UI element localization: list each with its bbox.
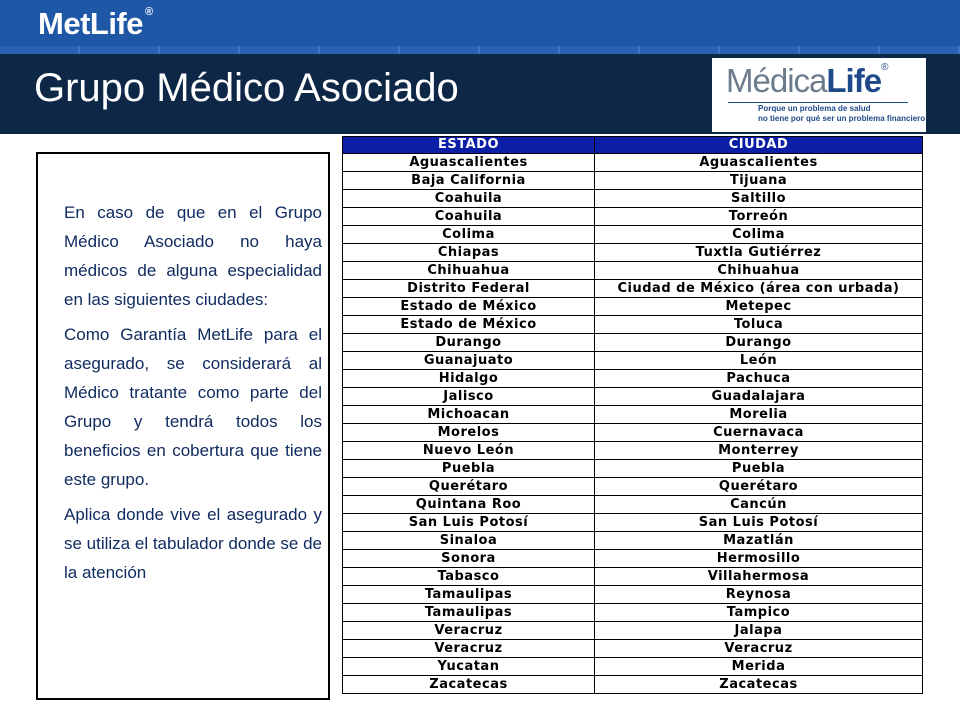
cell-ciudad: Torreón [595,208,923,226]
cities-table [342,136,923,694]
paragraph-guarantee: Como Garantía MetLife para el asegurado, se considerará al Médico tratante como parte del Grupo y tendrá todos los beneficios en cobertura que tiene este grupo. [64,325,322,489]
cell-estado: Puebla [343,460,595,478]
table-row [343,658,923,676]
cell-ciudad: Tijuana [595,172,923,190]
cell-estado: Nuevo León [343,442,595,460]
cell-ciudad: Reynosa [595,586,923,604]
cell-estado: Quintana Roo [343,496,595,514]
table-row [343,622,923,640]
cell-ciudad: Veracruz [595,640,923,658]
table-row [343,316,923,334]
cell-estado: Tabasco [343,568,595,586]
cell-estado: Distrito Federal [343,280,595,298]
cell-estado: Durango [343,334,595,352]
table-row [343,640,923,658]
header-estado: ESTADO [343,137,595,154]
table-row [343,298,923,316]
header-stripes [0,46,960,54]
table-row [343,568,923,586]
header-ciudad: CIUDAD [595,137,923,154]
cell-ciudad: Cuernavaca [595,424,923,442]
paragraph-intro: En caso de que en el Grupo Médico Asociado no haya médicos de alguna especialidad en las siguientes ciudades: [64,203,322,309]
table-row [343,388,923,406]
cell-ciudad: San Luis Potosí [595,514,923,532]
cell-estado: Coahuila [343,208,595,226]
table-row [343,244,923,262]
medicalife-wordmark: MédicaLife® [726,62,888,99]
table-row [343,478,923,496]
cell-estado: Chiapas [343,244,595,262]
logo-divider [728,102,908,103]
cell-estado: Sonora [343,550,595,568]
cell-ciudad: Cancún [595,496,923,514]
table-row [343,262,923,280]
cell-estado: Zacatecas [343,676,595,694]
page-title: Grupo Médico Asociado [34,66,459,110]
table-row [343,280,923,298]
table-row [343,676,923,694]
paragraph-applies: Aplica donde vive el asegurado y se utiliza el tabulador donde se de la atención [64,505,323,582]
cell-ciudad: Monterrey [595,442,923,460]
cell-ciudad: Pachuca [595,370,923,388]
table-row [343,442,923,460]
cell-estado: Jalisco [343,388,595,406]
cell-ciudad: Morelia [595,406,923,424]
cell-ciudad: Tampico [595,604,923,622]
table-row [343,550,923,568]
logo-tagline: Porque un problema de salud no tiene por qué ser un problema financiero [758,104,926,123]
cell-estado: Yucatan [343,658,595,676]
cell-estado: San Luis Potosí [343,514,595,532]
guarantee-text-box [36,152,330,700]
table-row [343,352,923,370]
top-header-band [0,0,960,54]
cell-estado: Chihuahua [343,262,595,280]
table-row [343,406,923,424]
table-row [343,370,923,388]
cell-estado: Sinaloa [343,532,595,550]
cell-ciudad: Toluca [595,316,923,334]
cell-estado: Estado de México [343,316,595,334]
cell-estado: Aguascalientes [343,154,595,172]
table-row [343,334,923,352]
cell-estado: Baja California [343,172,595,190]
table-row [343,424,923,442]
cell-ciudad: Metepec [595,298,923,316]
cell-ciudad: Tuxtla Gutiérrez [595,244,923,262]
cell-ciudad: Zacatecas [595,676,923,694]
cell-ciudad: Jalapa [595,622,923,640]
cell-estado: Veracruz [343,622,595,640]
cell-ciudad: Aguascalientes [595,154,923,172]
metlife-logo: MetLife ® [38,6,153,41]
cell-estado: Estado de México [343,298,595,316]
table-body [343,154,923,694]
cell-ciudad: Querétaro [595,478,923,496]
table-row [343,532,923,550]
cell-ciudad: Ciudad de México (área con urbada) [595,280,923,298]
cell-ciudad: Mazatlán [595,532,923,550]
cell-ciudad: Chihuahua [595,262,923,280]
cell-ciudad: Puebla [595,460,923,478]
cell-ciudad: Merida [595,658,923,676]
cell-estado: Querétaro [343,478,595,496]
table-row [343,226,923,244]
table-row [343,172,923,190]
table-row [343,514,923,532]
cell-estado: Michoacan [343,406,595,424]
cell-estado: Guanajuato [343,352,595,370]
cell-ciudad: Durango [595,334,923,352]
table-row [343,460,923,478]
medicalife-logo [712,58,926,132]
cell-ciudad: Villahermosa [595,568,923,586]
table-row [343,586,923,604]
cell-estado: Morelos [343,424,595,442]
cell-estado: Veracruz [343,640,595,658]
cell-ciudad: León [595,352,923,370]
table-header-row [343,137,923,154]
cell-ciudad: Saltillo [595,190,923,208]
cell-estado: Tamaulipas [343,604,595,622]
table-row [343,208,923,226]
table-row [343,604,923,622]
table-row [343,496,923,514]
cell-ciudad: Guadalajara [595,388,923,406]
cell-estado: Coahuila [343,190,595,208]
cell-estado: Tamaulipas [343,586,595,604]
table-row [343,154,923,172]
cell-ciudad: Hermosillo [595,550,923,568]
table-row [343,190,923,208]
cell-estado: Colima [343,226,595,244]
cell-estado: Hidalgo [343,370,595,388]
cell-ciudad: Colima [595,226,923,244]
